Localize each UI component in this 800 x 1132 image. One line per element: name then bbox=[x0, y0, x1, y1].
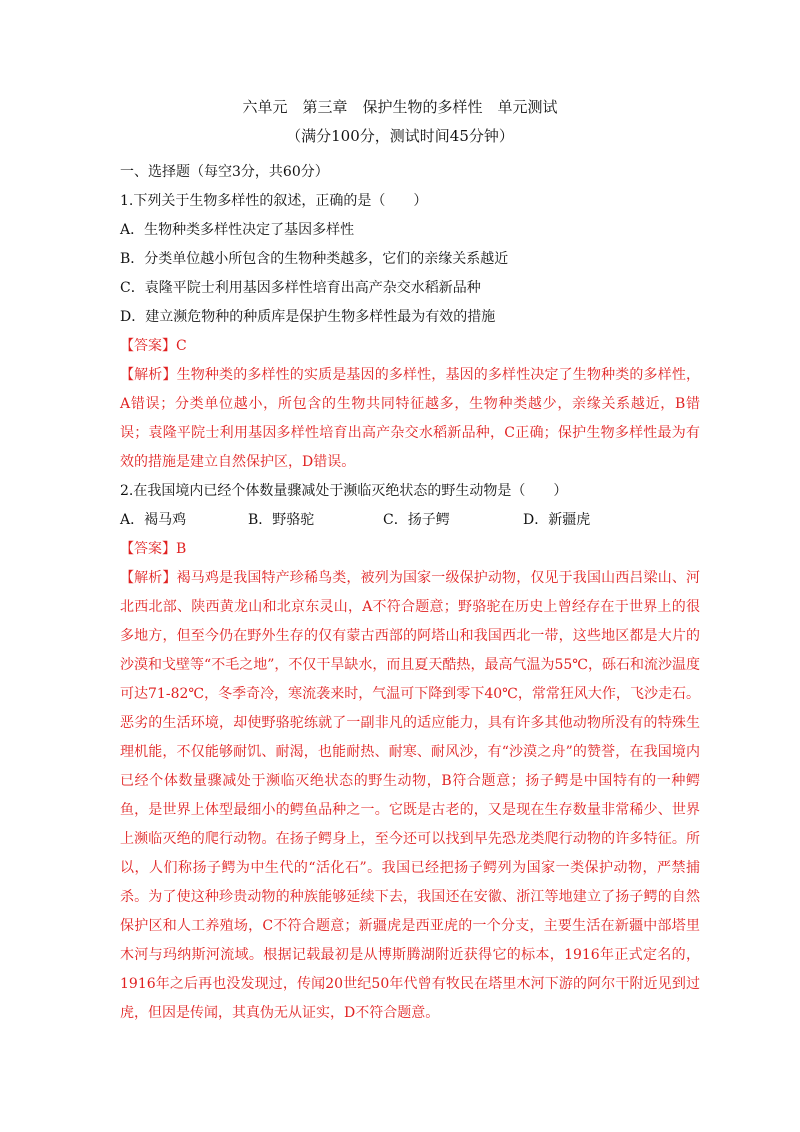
question-1-stem: 1.下列关于生物多样性的叙述，正确的是（ ） bbox=[120, 193, 428, 209]
question-1-answer bbox=[120, 332, 700, 361]
page-title: 六单元 第三章 保护生物的多样性 单元测试 bbox=[242, 98, 558, 116]
question-2-analysis bbox=[120, 564, 700, 1028]
section-heading: 一、选择题（每空3分，共60分） bbox=[120, 164, 329, 180]
question-2-options bbox=[120, 506, 700, 535]
question-2-option-d: D．新疆虎 bbox=[523, 512, 591, 528]
question-1-analysis bbox=[120, 361, 700, 477]
question-2-option-b: B．野骆驼 bbox=[248, 512, 315, 528]
question-2-stem: 2.在我国境内已经个体数量骤减处于濒临灭绝状态的野生动物是（ ） bbox=[120, 483, 568, 499]
question-2-option-a: A．褐马鸡 bbox=[120, 512, 187, 528]
answer-tag: 【答案】 bbox=[120, 338, 176, 354]
analysis-tag: 【解析】 bbox=[120, 570, 177, 586]
analysis-text: 生物种类的多样性的实质是基因的多样性，基因的多样性决定了生物种类的多样性，A错误；分类单位越小，所包含的生物共同特征越多，生物种类越少，亲缘关系越近，B错误；袁隆平院士利用基因多样性培育出高产杂交水稻新品种，C正确；保护生物多样性最为有效的措施是建立自然保护区，D错误。 bbox=[120, 367, 701, 470]
analysis-tag: 【解析】 bbox=[120, 367, 177, 383]
page-subtitle: （满分100分，测试时间45分钟） bbox=[286, 127, 514, 145]
answer-tag: 【答案】 bbox=[120, 541, 176, 557]
answer-value: B bbox=[176, 541, 187, 557]
question-1-option-d: D．建立濒危物种的种质库是保护生物多样性最为有效的措施 bbox=[120, 309, 496, 325]
answer-value: C bbox=[176, 338, 187, 354]
analysis-text: 褐马鸡是我国特产珍稀鸟类，被列为国家一级保护动物，仅见于我国山西吕梁山、河北西北部、陕西黄龙山和北京东灵山，A不符合题意；野骆驼在历史上曾经存在于世界上的很多地方，但至今仍在野外生存的仅有蒙古西部的阿塔山和我国西北一带，这些地区都是大片的沙漠和戈壁等“不毛之地”，不仅干旱缺水，而且夏天酷热，最高气温为55℃，砾石和流沙温度可达71-82℃，冬季奇冷，寒流袭来时，气温可下降到零下40℃，常常狂风大作，飞沙走石。恶劣的生活环境，却使野骆驼练就了一副非凡的适应能力，具有许多其他动物所没有的特殊生理机能，不仅能够耐饥、耐渴，也能耐热、耐寒、耐风沙，有“沙漠之舟”的赞誉，在我国境内已经个体数量骤减处于濒临灭绝状态的野生动物，B符合题意；扬子鳄是中国特有的一种鳄鱼，是世界上体型最细小的鳄鱼品种之一。它既是古老的，又是现在生存数量非常稀少、世界上濒临灭绝的爬行动物。在扬子鳄身上，至今还可以找到早先恐龙类爬行动物的许多特征。所以，人们称扬子鳄为中生代的“活化石”。我国已经把扬子鳄列为国家一类保护动物，严禁捕杀。为了使这种珍贵动物的种族能够延续下去，我国还在安徽、浙江等地建立了扬子鳄的自然保护区和人工养殖场，C不符合题意；新疆虎是西亚虎的一个分支，主要生活在新疆中部塔里木河与玛纳斯河流域。根据记载最初是从博斯腾湖附近获得它的标本，1916年正式定名的，1916年之后再也没发现过，传闻20世纪50年代曾有牧民在塔里木河下游的阿尔干附近见到过虎，但因是传闻，其真伪无从证实，D不符合题意。 bbox=[120, 570, 701, 1021]
question-2-option-c: C．扬子鳄 bbox=[383, 512, 450, 528]
document-body bbox=[120, 158, 700, 1028]
question-1-option-c: C．袁隆平院士利用基因多样性培育出高产杂交水稻新品种 bbox=[120, 280, 481, 296]
question-1-option-b: B．分类单位越小所包含的生物种类越多，它们的亲缘关系越近 bbox=[120, 251, 509, 267]
question-1-option-a: A．生物种类多样性决定了基因多样性 bbox=[120, 222, 355, 238]
question-2-answer bbox=[120, 535, 700, 564]
